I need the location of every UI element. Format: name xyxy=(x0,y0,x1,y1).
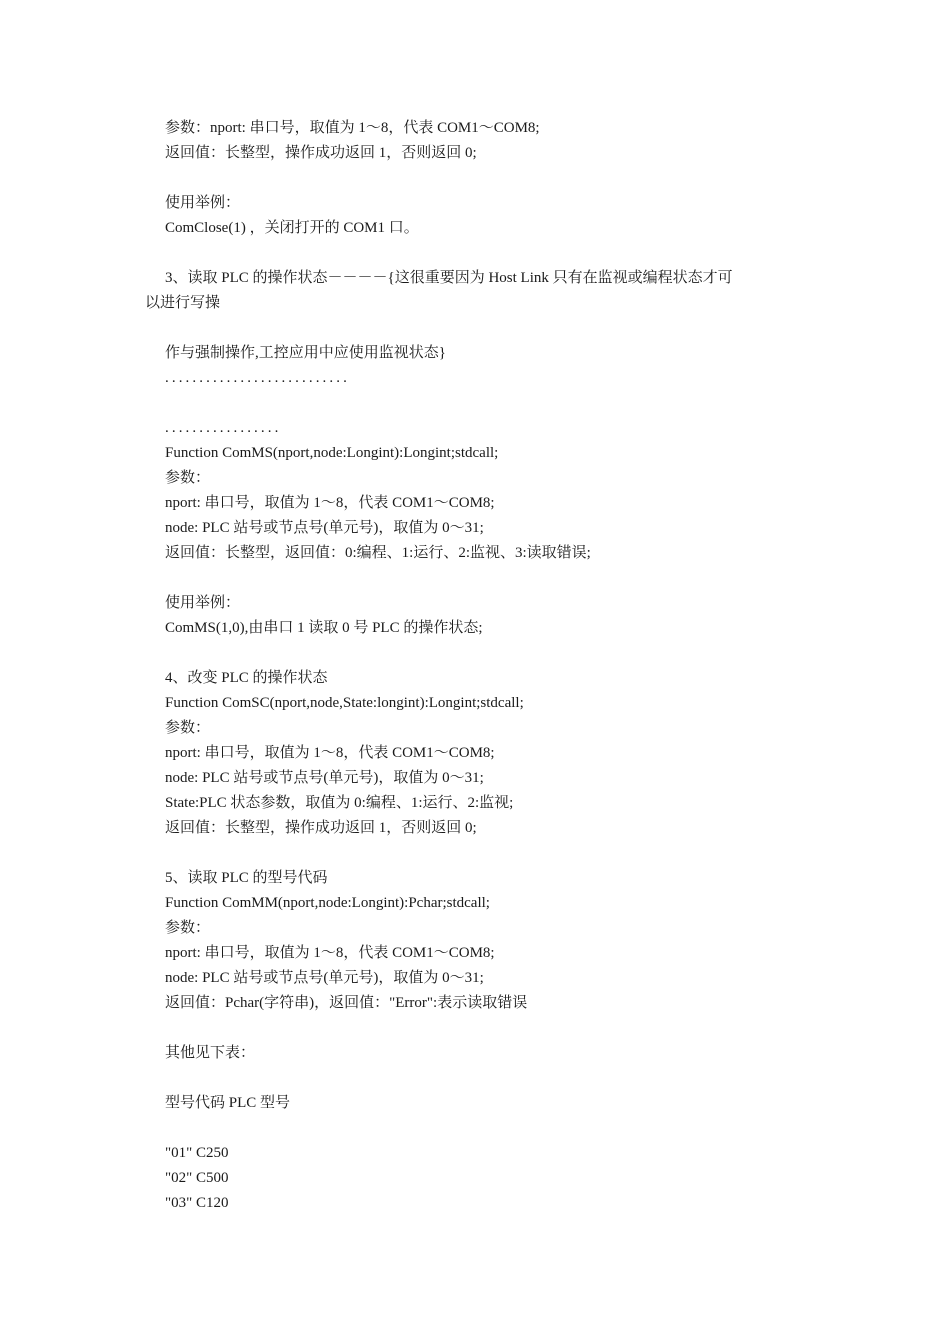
param-line: nport: 串口号，取值为 1～8，代表 COM1～COM8; xyxy=(165,945,495,961)
param-line: State:PLC 状态参数，取值为 0:编程、1:运行、2:监视; xyxy=(165,795,514,811)
section-3-heading: 3、读取 PLC 的操作状态－－－－{这很重要因为 Host Link 只有在监视或编程状态才可 xyxy=(165,270,733,286)
return-value-line: 返回值：长整型，操作成功返回 1，否则返回 0; xyxy=(165,145,477,161)
param-line: node: PLC 站号或节点号(单元号)，取值为 0～31; xyxy=(165,520,484,536)
return-value-line: 返回值：Pchar(字符串)，返回值："Error":表示读取错误 xyxy=(165,995,528,1011)
example-heading: 使用举例： xyxy=(165,595,241,611)
dotted-separator: ................. xyxy=(165,420,282,436)
param-heading: 参数： xyxy=(165,920,211,936)
table-row: "02" C500 xyxy=(165,1170,229,1186)
param-line: nport: 串口号，取值为 1～8，代表 COM1～COM8; xyxy=(165,495,495,511)
function-signature: Function ComMS(nport,node:Longint):Longint;stdcall; xyxy=(165,445,499,461)
dotted-separator: ........................... xyxy=(165,370,350,386)
table-row: "03" C120 xyxy=(165,1195,229,1211)
table-header: 型号代码 PLC 型号 xyxy=(165,1095,291,1111)
return-value-line: 返回值：长整型，返回值：0:编程、1:运行、2:监视、3:读取错误; xyxy=(165,545,591,561)
return-value-line: 返回值：长整型，操作成功返回 1，否则返回 0; xyxy=(165,820,477,836)
param-heading: 参数： xyxy=(165,470,211,486)
section-3-note: 作与强制操作,工控应用中应使用监视状态} xyxy=(165,345,446,361)
section-4-heading: 4、改变 PLC 的操作状态 xyxy=(165,670,328,686)
param-line: nport: 串口号，取值为 1～8，代表 COM1～COM8; xyxy=(165,745,495,761)
function-signature: Function ComSC(nport,node,State:longint):Longint;stdcall; xyxy=(165,695,524,711)
param-heading: 参数： xyxy=(165,720,211,736)
function-signature: Function ComMM(nport,node:Longint):Pchar;stdcall; xyxy=(165,895,490,911)
table-row: "01" C250 xyxy=(165,1145,229,1161)
example-line: ComClose(1) ，关闭打开的 COM1 口。 xyxy=(165,220,419,236)
example-line: ComMS(1,0),由串口 1 读取 0 号 PLC 的操作状态; xyxy=(165,620,483,636)
section-3-heading-continued: 以进行写操 xyxy=(145,295,221,311)
param-line: 参数：nport: 串口号，取值为 1～8，代表 COM1～COM8; xyxy=(165,120,540,136)
section-5-heading: 5、读取 PLC 的型号代码 xyxy=(165,870,328,886)
see-table-note: 其他见下表： xyxy=(165,1045,256,1061)
param-line: node: PLC 站号或节点号(单元号)，取值为 0～31; xyxy=(165,970,484,986)
param-line: node: PLC 站号或节点号(单元号)，取值为 0～31; xyxy=(165,770,484,786)
example-heading: 使用举例： xyxy=(165,195,241,211)
